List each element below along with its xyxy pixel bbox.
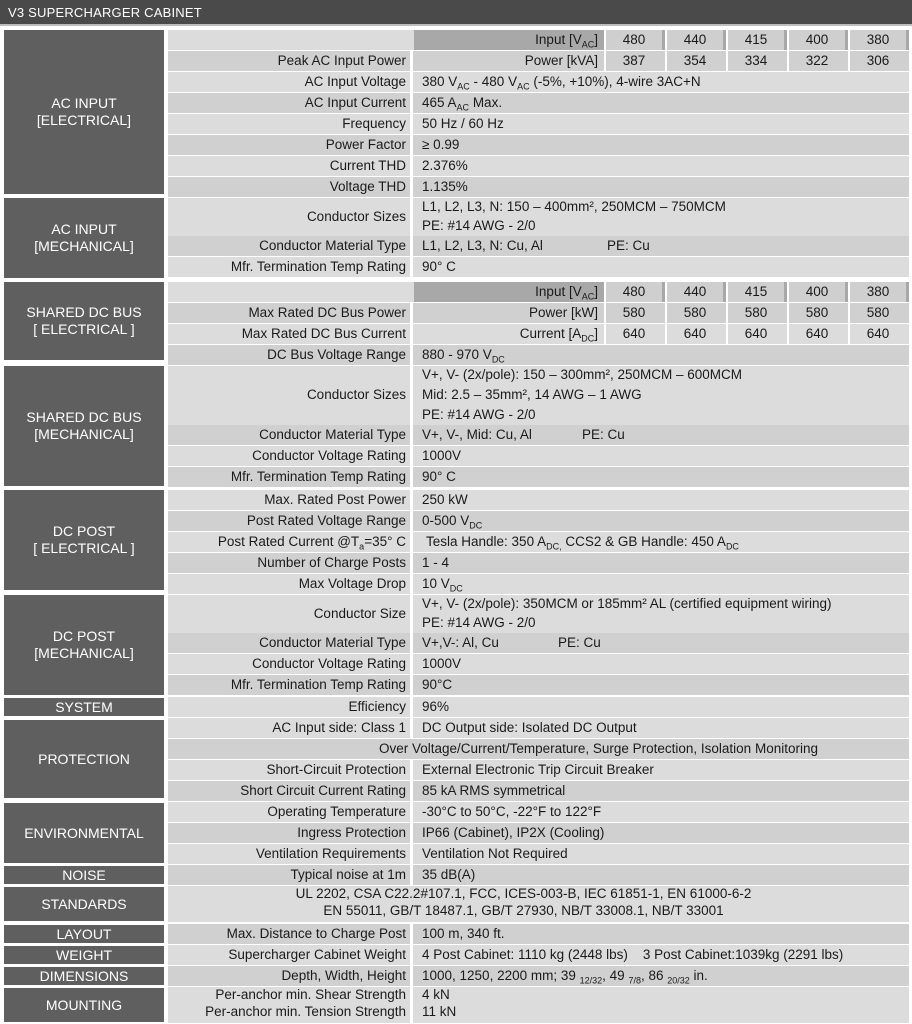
tension-strength-value: 11 kN	[422, 1004, 457, 1019]
dc-input-voltage-4: 400	[805, 284, 829, 299]
efficiency-label: Efficiency	[348, 699, 406, 714]
efficiency-value: 96%	[422, 699, 450, 714]
standards-line-1: UL 2202, CSA C22.2#107.1, FCC, ICES-003-B, IEC 61851-1, EN 61000-6-2	[295, 886, 752, 901]
ac-input-table-header	[168, 30, 909, 50]
weight-label: Supercharger Cabinet Weight	[228, 947, 406, 962]
dc-input-voltage-5: 380	[866, 284, 890, 299]
ac-conductor-sizes-label: Conductor Sizes	[306, 209, 406, 224]
post-termination-temp-label: Mfr. Termination Temp Rating	[230, 677, 406, 692]
post-current-label: Post Rated Current $@T_a=35^\circ$ C	[217, 534, 406, 552]
dc-current-4: 640	[805, 326, 829, 341]
ac-material-label: Conductor Material Type	[259, 238, 406, 253]
dc-bus-material-row	[168, 425, 909, 445]
voltage-drop-value: 10 $V_{DC}$	[422, 576, 463, 594]
dc-bus-material-value: V+, V-, Mid: Cu, Al PE: Cu	[422, 427, 625, 442]
operating-temp-row	[168, 802, 909, 822]
post-material-label: Conductor Material Type	[259, 635, 406, 650]
ac-input-voltage-1: 480	[622, 32, 646, 47]
frequency-value: 50 Hz / 60 Hz	[422, 116, 504, 131]
voltage-thd-value: 1.135%	[422, 179, 468, 194]
dc-bus-conductor-sizes-row	[168, 366, 909, 425]
ingress-protection-row	[168, 823, 909, 843]
section-layout: LAYOUT	[4, 925, 164, 943]
post-material-row	[168, 633, 909, 653]
ac-voltage-label: AC Input Voltage	[304, 74, 406, 89]
post-conductor-size-label: Conductor Size	[313, 606, 406, 621]
noise-label: Typical noise at 1m	[290, 867, 406, 882]
section-dc-bus-electrical: SHARED DC BUS [ ELECTRICAL ]	[4, 282, 164, 360]
section-dimensions: DIMENSIONS	[4, 967, 164, 985]
ac-material-row	[168, 236, 909, 256]
post-conductor-size-value-2: PE: #14 AWG - 2/0	[422, 615, 536, 630]
dc-power-4: 580	[805, 305, 829, 320]
post-voltage-rating-row	[168, 654, 909, 674]
current-thd-value: 2.376%	[422, 158, 468, 173]
post-conductor-size-row	[168, 595, 909, 633]
section-weight: WEIGHT	[4, 946, 164, 964]
post-voltage-rating-value: 1000V	[422, 656, 462, 671]
dimensions-label: Depth, Width, Height	[281, 968, 406, 983]
dc-bus-voltage-rating-value: 1000V	[422, 448, 462, 463]
dc-current-2: 640	[683, 326, 707, 341]
post-material-value: V+,V-: Al, Cu PE: Cu	[422, 635, 601, 650]
section-noise: NOISE	[4, 866, 164, 884]
section-ac-input-mechanical: AC INPUT [MECHANICAL]	[4, 198, 164, 278]
ac-material-value: L1, L2, L3, N: Cu, Al PE: Cu	[422, 238, 650, 253]
power-factor-label: Power Factor	[325, 137, 406, 152]
ac-power-4: 322	[805, 53, 829, 68]
ac-voltage-row	[168, 72, 909, 92]
short-circuit-rating-label: Short Circuit Current Rating	[240, 783, 406, 798]
shear-strength-value: 4 kN	[422, 987, 450, 1002]
dimensions-row	[168, 966, 909, 986]
operating-temp-label: Operating Temperature	[267, 804, 406, 819]
ac-current-row	[168, 93, 909, 113]
voltage-drop-row	[168, 574, 909, 594]
section-environmental: ENVIRONMENTAL	[4, 803, 164, 863]
voltage-thd-row	[168, 177, 909, 197]
operating-temp-value: -30°C to 50°C, -22°F to 122°F	[422, 804, 602, 819]
short-circuit-protection-label: Short-Circuit Protection	[266, 762, 406, 777]
dc-power-3: 580	[744, 305, 768, 320]
short-circuit-protection-row	[168, 760, 909, 780]
dc-power-5: 580	[866, 305, 890, 320]
post-termination-temp-row	[168, 675, 909, 695]
ac-power-caption: Power [kVA]	[524, 53, 598, 68]
dc-bus-range-value: 880 - 970 $V_{DC}$	[422, 347, 505, 365]
ventilation-value: Ventilation Not Required	[422, 846, 568, 861]
post-power-value: 250 kW	[422, 492, 468, 507]
section-dc-post-electrical: DC POST [ ELECTRICAL ]	[4, 490, 164, 590]
post-power-row	[168, 490, 909, 510]
dc-current-5: 640	[866, 326, 890, 341]
ac-conductor-sizes-value-1: L1, L2, L3, N: 150 – 400mm², 250MCM – 750MCM	[422, 199, 726, 214]
dc-bus-current-label: Max Rated DC Bus Current	[241, 326, 406, 341]
short-circuit-rating-value: 85 kA RMS symmetrical	[422, 783, 566, 798]
protection-class-label: AC Input side: Class 1	[272, 720, 406, 735]
power-factor-value: ≥ 0.99	[422, 137, 460, 152]
dc-power-1: 580	[622, 305, 646, 320]
section-mounting: MOUNTING	[4, 988, 164, 1022]
ac-termination-temp-value: 90° C	[422, 259, 456, 274]
dc-bus-conductor-sizes-value-3: PE: #14 AWG - 2/0	[422, 407, 536, 422]
dc-bus-power-row	[168, 303, 909, 323]
dimensions-value: 1000, 1250, 2200 mm; 39 $_{12/32}$, 49 $_{7/8}$, 86 $_{20/32}$ in.	[422, 968, 708, 986]
dc-input-voltage-3: 415	[744, 284, 768, 299]
shear-strength-label: Per-anchor min. Shear Strength	[215, 987, 406, 1002]
dc-power-2: 580	[683, 305, 707, 320]
dc-bus-conductor-sizes-label: Conductor Sizes	[306, 387, 406, 402]
ac-power-2: 354	[683, 53, 707, 68]
ac-power-3: 334	[744, 53, 768, 68]
protection-class-row	[168, 718, 909, 738]
voltage-thd-label: Voltage THD	[329, 179, 406, 194]
protection-class-value: DC Output side: Isolated DC Output	[422, 720, 637, 735]
section-standards: STANDARDS	[4, 887, 164, 921]
section-dc-bus-mechanical: SHARED DC BUS [MECHANICAL]	[4, 366, 164, 486]
standards-line-2: EN 55011, GB/T 18487.1, GB/T 27930, NB/T 33008.1, NB/T 33001	[323, 903, 724, 918]
ac-current-value: 465 $A_{AC}$ Max.	[422, 95, 503, 113]
dc-input-voltage-1: 480	[622, 284, 646, 299]
post-termination-temp-value: 90°C	[422, 677, 453, 692]
tension-strength-label: Per-anchor min. Tension Strength	[205, 1004, 406, 1019]
efficiency-row	[168, 697, 909, 717]
dc-bus-range-label: DC Bus Voltage Range	[267, 347, 406, 362]
standards-row	[168, 886, 909, 922]
post-current-row	[168, 532, 909, 552]
ac-power-1: 387	[622, 53, 646, 68]
ac-peak-power-row	[168, 51, 909, 71]
current-thd-row	[168, 156, 909, 176]
post-current-value: Tesla Handle: 350 $A_{DC,}$ CCS2 & GB Handle: 450 $A_{DC}$	[426, 534, 739, 552]
ac-input-voltage-2: 440	[683, 32, 707, 47]
section-dc-post-mechanical: DC POST [MECHANICAL]	[4, 595, 164, 695]
charge-posts-value: 1 - 4	[422, 555, 450, 570]
power-factor-row	[168, 135, 909, 155]
ac-conductor-sizes-value-2: PE: #14 AWG - 2/0	[422, 218, 536, 233]
ac-voltage-value: 380 $V_{AC} - 480$ $V_{AC}$ (-5%, +10%), 4-wire 3AC+N	[422, 74, 701, 92]
dc-current-1: 640	[622, 326, 646, 341]
section-protection: PROTECTION	[4, 720, 164, 798]
post-power-label: Max. Rated Post Power	[264, 492, 406, 507]
post-voltage-range-value: 0-500 $V_{DC}$	[422, 513, 483, 531]
frequency-row	[168, 114, 909, 134]
ingress-protection-label: Ingress Protection	[297, 825, 406, 840]
ac-peak-power-label: Peak AC Input Power	[277, 53, 406, 68]
ac-termination-temp-label: Mfr. Termination Temp Rating	[230, 259, 406, 274]
short-circuit-rating-row	[168, 781, 909, 801]
dc-bus-current-row	[168, 324, 909, 344]
dc-bus-voltage-rating-label: Conductor Voltage Rating	[252, 448, 406, 463]
dc-input-voltage-2: 440	[683, 284, 707, 299]
voltage-drop-label: Max Voltage Drop	[298, 576, 406, 591]
dc-bus-termination-temp-row	[168, 467, 909, 487]
ventilation-row	[168, 844, 909, 864]
ac-input-caption: Input $[V_{AC}]$	[535, 32, 598, 50]
layout-row	[168, 924, 909, 944]
dc-bus-termination-temp-value: 90° C	[422, 469, 456, 484]
section-system: SYSTEM	[4, 698, 164, 716]
charge-posts-row	[168, 553, 909, 573]
post-conductor-size-value-1: V+, V- (2x/pole): 350MCM or 185mm² AL (certified equipment wiring)	[422, 596, 832, 611]
ac-power-5: 306	[866, 53, 890, 68]
short-circuit-protection-value: External Electronic Trip Circuit Breaker	[422, 762, 654, 777]
dc-current-3: 640	[744, 326, 768, 341]
dc-bus-material-label: Conductor Material Type	[259, 427, 406, 442]
section-ac-input-electrical: AC INPUT [ELECTRICAL]	[4, 30, 164, 194]
ac-input-voltage-4: 400	[805, 32, 829, 47]
dc-bus-power-label: Max Rated DC Bus Power	[248, 305, 406, 320]
mounting-row	[168, 987, 909, 1023]
ventilation-label: Ventilation Requirements	[255, 846, 406, 861]
post-voltage-range-row	[168, 511, 909, 531]
noise-value: 35 dB(A)	[422, 867, 476, 882]
dc-bus-termination-temp-label: Mfr. Termination Temp Rating	[230, 469, 406, 484]
protection-over-row	[168, 739, 909, 759]
ingress-protection-value: IP66 (Cabinet), IP2X (Cooling)	[422, 825, 605, 840]
page-title: V3 SUPERCHARGER CABINET	[8, 5, 202, 20]
dc-bus-conductor-sizes-value-1: V+, V- (2x/pole): 150 – 300mm², 250MCM – 600MCM	[422, 367, 743, 382]
dc-current-caption: Current $[A_{DC}]$	[519, 326, 598, 344]
frequency-label: Frequency	[342, 116, 406, 131]
dc-bus-conductor-sizes-value-2: Mid: 2.5 – 35mm², 14 AWG – 1 AWG	[422, 387, 642, 402]
post-voltage-rating-label: Conductor Voltage Rating	[252, 656, 406, 671]
dc-bus-voltage-rating-row	[168, 446, 909, 466]
dc-power-caption: Power [kW]	[528, 305, 598, 320]
weight-value: 4 Post Cabinet: 1110 kg (2448 lbs) 3 Post Cabinet:1039kg (2291 lbs)	[422, 947, 844, 962]
layout-value: 100 m, 340 ft.	[422, 926, 505, 941]
dc-input-caption: Input $[V_{AC}]$	[535, 284, 598, 302]
dc-input-table-header	[168, 282, 909, 302]
post-voltage-range-label: Post Rated Voltage Range	[246, 513, 406, 528]
charge-posts-label: Number of Charge Posts	[257, 555, 406, 570]
current-thd-label: Current THD	[329, 158, 406, 173]
layout-label: Max. Distance to Charge Post	[226, 926, 406, 941]
dc-bus-range-row	[168, 345, 909, 365]
ac-current-label: AC Input Current	[304, 95, 406, 110]
ac-termination-temp-row	[168, 257, 909, 277]
ac-input-voltage-5: 380	[866, 32, 890, 47]
noise-row	[168, 865, 909, 885]
ac-conductor-sizes-row	[168, 198, 909, 236]
title-bar	[0, 0, 912, 26]
weight-row	[168, 945, 909, 965]
protection-over-text: Over Voltage/Current/Temperature, Surge Protection, Isolation Monitoring	[379, 741, 818, 756]
ac-input-voltage-3: 415	[744, 32, 768, 47]
